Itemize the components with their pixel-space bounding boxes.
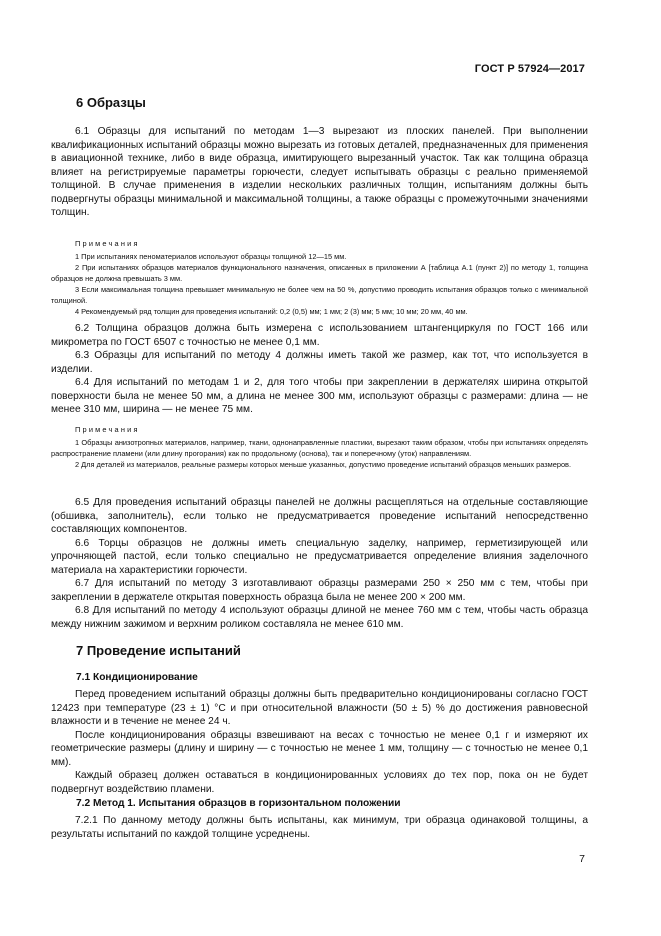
note-item: 3 Если максимальная толщина превышает минимальную не более чем на 50 %, допустимо проводить испытания образцов только с минимальной толщиной. (51, 285, 588, 305)
page-number: 7 (579, 853, 585, 865)
paragraph-6-4: 6.4 Для испытаний по методам 1 и 2, для того чтобы при закреплении в держателях ширина открытой поверхности была не менее 50 мм, а длина не менее 300 мм, используют образцы с размерами: длина — не менее 310 мм, ширина — не менее 75 мм. (51, 377, 588, 415)
subsection-7-1-heading: 7.1 Кондиционирование (76, 672, 198, 683)
paragraph-6-6: 6.6 Торцы образцов не должны иметь специальную заделку, например, герметизирующей или упрочняющей пастой, если только специально не предусматривается определение влияния заделочного материала на характеристики горючести. (51, 537, 588, 576)
section-6-body-a (51, 125, 588, 220)
paragraph-6-7: 6.7 Для испытаний по методу 3 изготавливают образцы размерами 250 × 250 мм с тем, чтобы при закреплении в держателе открытая поверхность образца была не менее 200 × 200 мм. (51, 578, 588, 603)
notes-title: Примечания (75, 239, 140, 248)
paragraph-7-1-b: После кондиционирования образцы взвешивают на весах с точностью не менее 0,1 г и измеряют их геометрические размеры (длину и ширину — с точностью не менее 1 мм, толщину — с точностью не менее 0,1 мм). (51, 729, 588, 768)
section-6-body-c (51, 496, 588, 631)
paragraph-7-1-a: Перед проведением испытаний образцы должны быть предварительно кондиционированы согласно ГОСТ 12423 при температуре (23 ± 1) °C и при относительной влажности (50 ± 5) % до достижения равновесной влажности и в течение не менее 24 ч. (51, 689, 588, 727)
subsection-7-2-heading: 7.2 Метод 1. Испытания образцов в горизонтальном положении (76, 798, 401, 809)
paragraph-7-2-1: 7.2.1 По данному методу должны быть испытаны, как минимум, три образца одинаковой толщины, а результаты испытаний по каждой толщине усреднены. (51, 815, 588, 840)
paragraph-6-3: 6.3 Образцы для испытаний по методу 4 должны иметь такой же размер, как тот, что используется в изделии. (51, 350, 588, 375)
paragraph-6-8: 6.8 Для испытаний по методу 4 используют образцы длиной не менее 760 мм с тем, чтобы часть образца между нижним зажимом и верхним роликом составляла не менее 610 мм. (51, 605, 588, 630)
section-7-1-body (51, 688, 588, 796)
section-6-body-b (51, 322, 588, 417)
notes-block-2 (51, 424, 588, 470)
note-item: 1 Образцы анизотропных материалов, например, ткани, однонаправленные пластики, вырезают таким образом, чтобы при испытаниях определять распространение пламени (или длину прогорания) как по продольному (основа), так и поперечному (уток) направлениям. (51, 438, 588, 458)
note-item: 2 Для деталей из материалов, реальные размеры которых меньше указанных, допустимо проведение испытаний образцов меньших размеров. (75, 460, 572, 469)
note-item: 2 При испытаниях образцов материалов функционального назначения, описанных в приложении А [таблица А.1 (пункт 2)] по методу 1, толщина образцов не должна превышать 3 мм. (51, 263, 588, 283)
paragraph-6-1: 6.1 Образцы для испытаний по методам 1—3 вырезают из плоских панелей. При выполнении квалификационных испытаний образцы можно вырезать из готовых деталей, предназначенных для применения в авиационной технике, либо в виде образца, имитирующего вырезанный участок. Так как толщина образца влияет на регистрируемые параметры горючести, следует испытывать образцы с реально применяемой толщиной. В случае применения в изделии нескольких различных толщин, испытаниям должны быть подвергнуты образцы минимальной и максимальной толщины, а также образцы с промежуточными значениями толщин. (51, 126, 588, 218)
notes-block-1 (51, 238, 588, 317)
document-id-header: ГОСТ Р 57924—2017 (474, 63, 585, 75)
note-item: 4 Рекомендуемый ряд толщин для проведения испытаний: 0,2 (0,5) мм; 1 мм; 2 (3) мм; 5 мм; 10 мм; 20 мм, 40 мм. (75, 307, 468, 316)
note-item: 1 При испытаниях пеноматериалов используют образцы толщиной 12—15 мм. (75, 252, 347, 261)
section-7-heading: 7 Проведение испытаний (76, 643, 241, 658)
paragraph-7-1-c: Каждый образец должен оставаться в кондиционированных условиях до тех пор, пока он не будет подвергнут воздействию пламени. (51, 770, 588, 795)
notes-title: Примечания (75, 425, 140, 434)
paragraph-6-2: 6.2 Толщина образцов должна быть измерена с использованием штангенциркуля по ГОСТ 166 или микрометра по ГОСТ 6507 с точностью не менее 0,1 мм. (51, 323, 588, 348)
section-7-2-body (51, 814, 588, 841)
section-6-heading: 6 Образцы (76, 95, 146, 110)
paragraph-6-5: 6.5 Для проведения испытаний образцы панелей не должны расщепляться на отдельные составляющие (обшивка, заполнитель), если только не предусматривается проведение испытаний непосредственно составляющих компонентов. (51, 497, 588, 535)
